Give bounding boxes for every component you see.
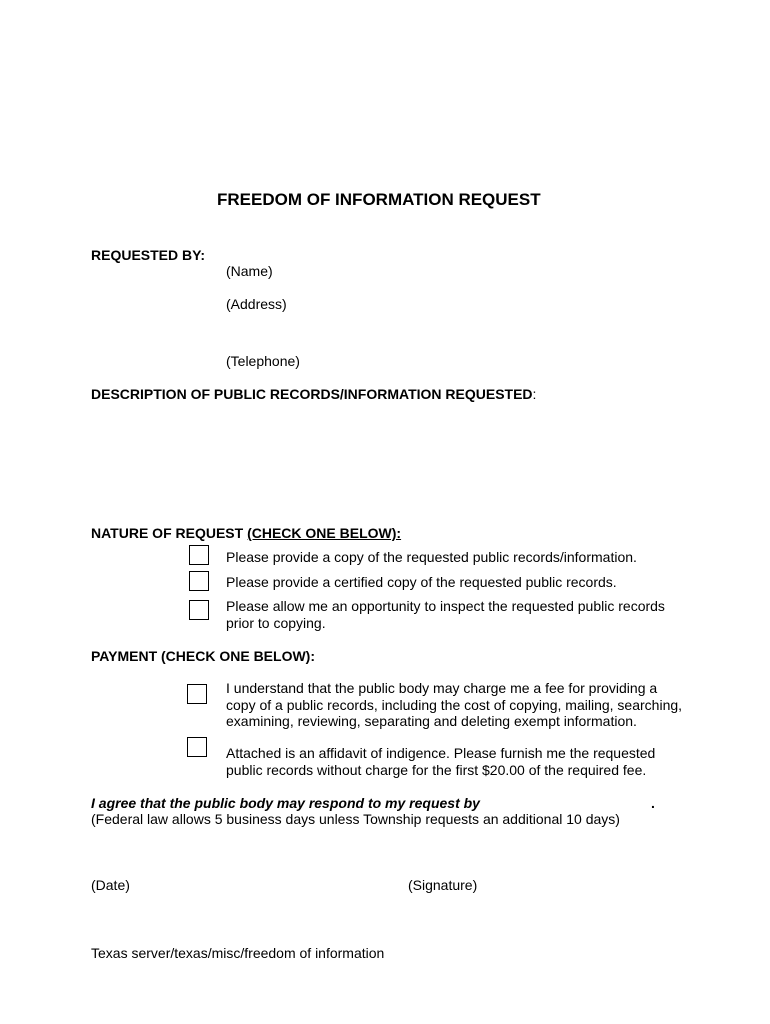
payment-option-2-checkbox[interactable] bbox=[187, 737, 207, 757]
nature-of-request-label bbox=[91, 525, 401, 541]
footer-file-path: Texas server/texas/misc/freedom of information bbox=[91, 945, 385, 961]
nature-option-2-checkbox[interactable] bbox=[189, 571, 209, 591]
description-label bbox=[91, 386, 536, 402]
payment-option-1-text: I understand that the public body may charge me a fee for providing a copy of a public records, including the cost of copying, mailing, searching, examining, reviewing, separating and deleting exempt information. bbox=[226, 680, 683, 729]
name-field-label: (Name) bbox=[226, 263, 273, 279]
date-field-label: (Date) bbox=[91, 877, 130, 893]
nature-option-2-text: Please provide a certified copy of the requested public records. bbox=[226, 574, 617, 590]
form-title: FREEDOM OF INFORMATION REQUEST bbox=[217, 190, 541, 209]
signature-field-label: (Signature) bbox=[408, 877, 478, 893]
nature-option-3-text: Please allow me an opportunity to inspect the requested public records prior to copying. bbox=[226, 598, 665, 631]
nature-label-text: NATURE OF REQUEST bbox=[91, 525, 248, 541]
requested-by-label: REQUESTED BY: bbox=[91, 247, 206, 263]
description-label-text: DESCRIPTION OF PUBLIC RECORDS/INFORMATION REQUESTED bbox=[91, 386, 533, 402]
nature-option-1-text: Please provide a copy of the requested public records/information. bbox=[226, 549, 637, 565]
payment-option-1-checkbox[interactable] bbox=[187, 684, 207, 704]
agree-period: . bbox=[651, 795, 655, 811]
telephone-field-label: (Telephone) bbox=[226, 353, 300, 369]
payment-label: PAYMENT (CHECK ONE BELOW): bbox=[91, 648, 315, 664]
address-field-label: (Address) bbox=[226, 296, 287, 312]
nature-option-3-checkbox[interactable] bbox=[189, 600, 209, 620]
nature-check-instruction: (CHECK ONE BELOW): bbox=[247, 525, 402, 541]
description-colon: : bbox=[532, 386, 537, 402]
nature-option-1-checkbox[interactable] bbox=[189, 545, 209, 565]
federal-law-note: (Federal law allows 5 business days unless Township requests an additional 10 days) bbox=[91, 811, 620, 827]
agree-statement: I agree that the public body may respond to my request by bbox=[91, 795, 480, 811]
payment-option-2-text: Attached is an affidavit of indigence. Please furnish me the requested public records without charge for the first $20.00 of the required fee. bbox=[226, 745, 656, 778]
